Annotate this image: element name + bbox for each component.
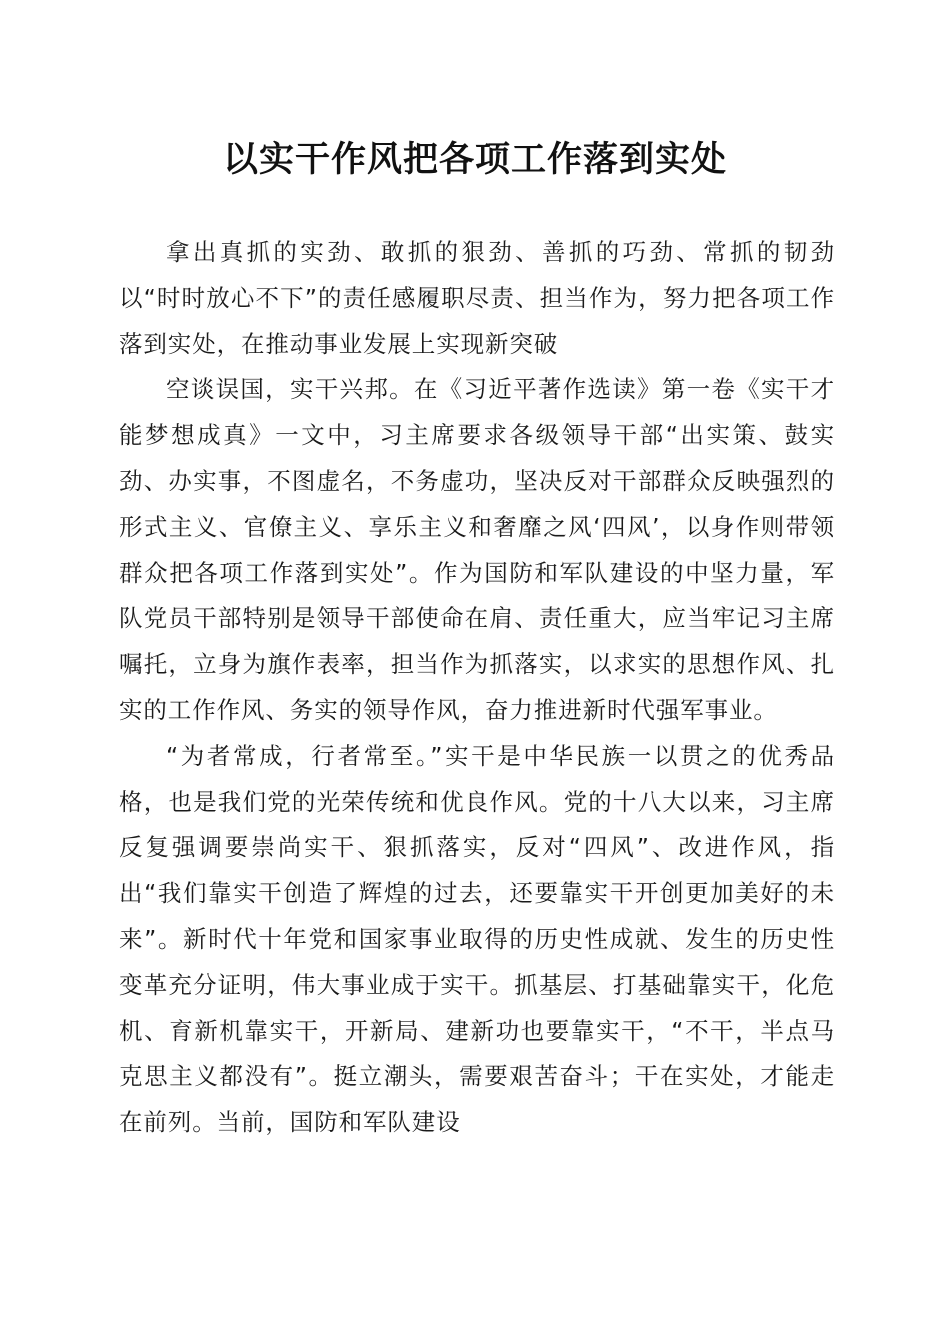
paragraph-3: “为者常成，行者常至。”实干是中华民族一以贯之的优秀品格，也是我们党的光荣传统和优良作风。党的十八大以来，习主席反复强调要崇尚实干、狠抓落实，反对“四风”、改进作风，指出“我们靠实干创造了辉煌的过去，还要靠实干开创更加美好的未来”。新时代十年党和国家事业取得的历史性成就、发生的历史性变革充分证明，伟大事业成于实干。抓基层、打基础靠实干，化危机、育新机靠实干，开新局、建新功也要靠实干，“不干，半点马克思主义都没有”。挺立潮头，需要艰苦奋斗；干在实处，才能走在前列。当前，国防和军队建设: [119, 741, 835, 1137]
document-body: [119, 230, 835, 1146]
document-title: 以实干作风把各项工作落到实处: [222, 139, 727, 180]
paragraph-1: 拿出真抓的实劲、敢抓的狠劲、善抓的巧劲、常抓的韧劲以“时时放心不下”的责任感履职尽责、担当作为，努力把各项工作落到实处，在推动事业发展上实现新突破: [119, 238, 835, 358]
paragraph-2: 空谈误国，实干兴邦。在《习近平著作选读》第一卷《实干才能梦想成真》一文中，习主席要求各级领导干部“出实策、鼓实劲、办实事，不图虚名，不务虚功，坚决反对干部群众反映强烈的形式主义、官僚主义、享乐主义和奢靡之风‘四风’，以身作则带领群众把各项工作落到实处”。作为国防和军队建设的中坚力量，军队党员干部特别是领导干部使命在肩、责任重大，应当牢记习主席嘱托，立身为旗作表率，担当作为抓落实，以求实的思想作风、扎实的工作作风、务实的领导作风，奋力推进新时代强军事业。: [119, 375, 835, 724]
